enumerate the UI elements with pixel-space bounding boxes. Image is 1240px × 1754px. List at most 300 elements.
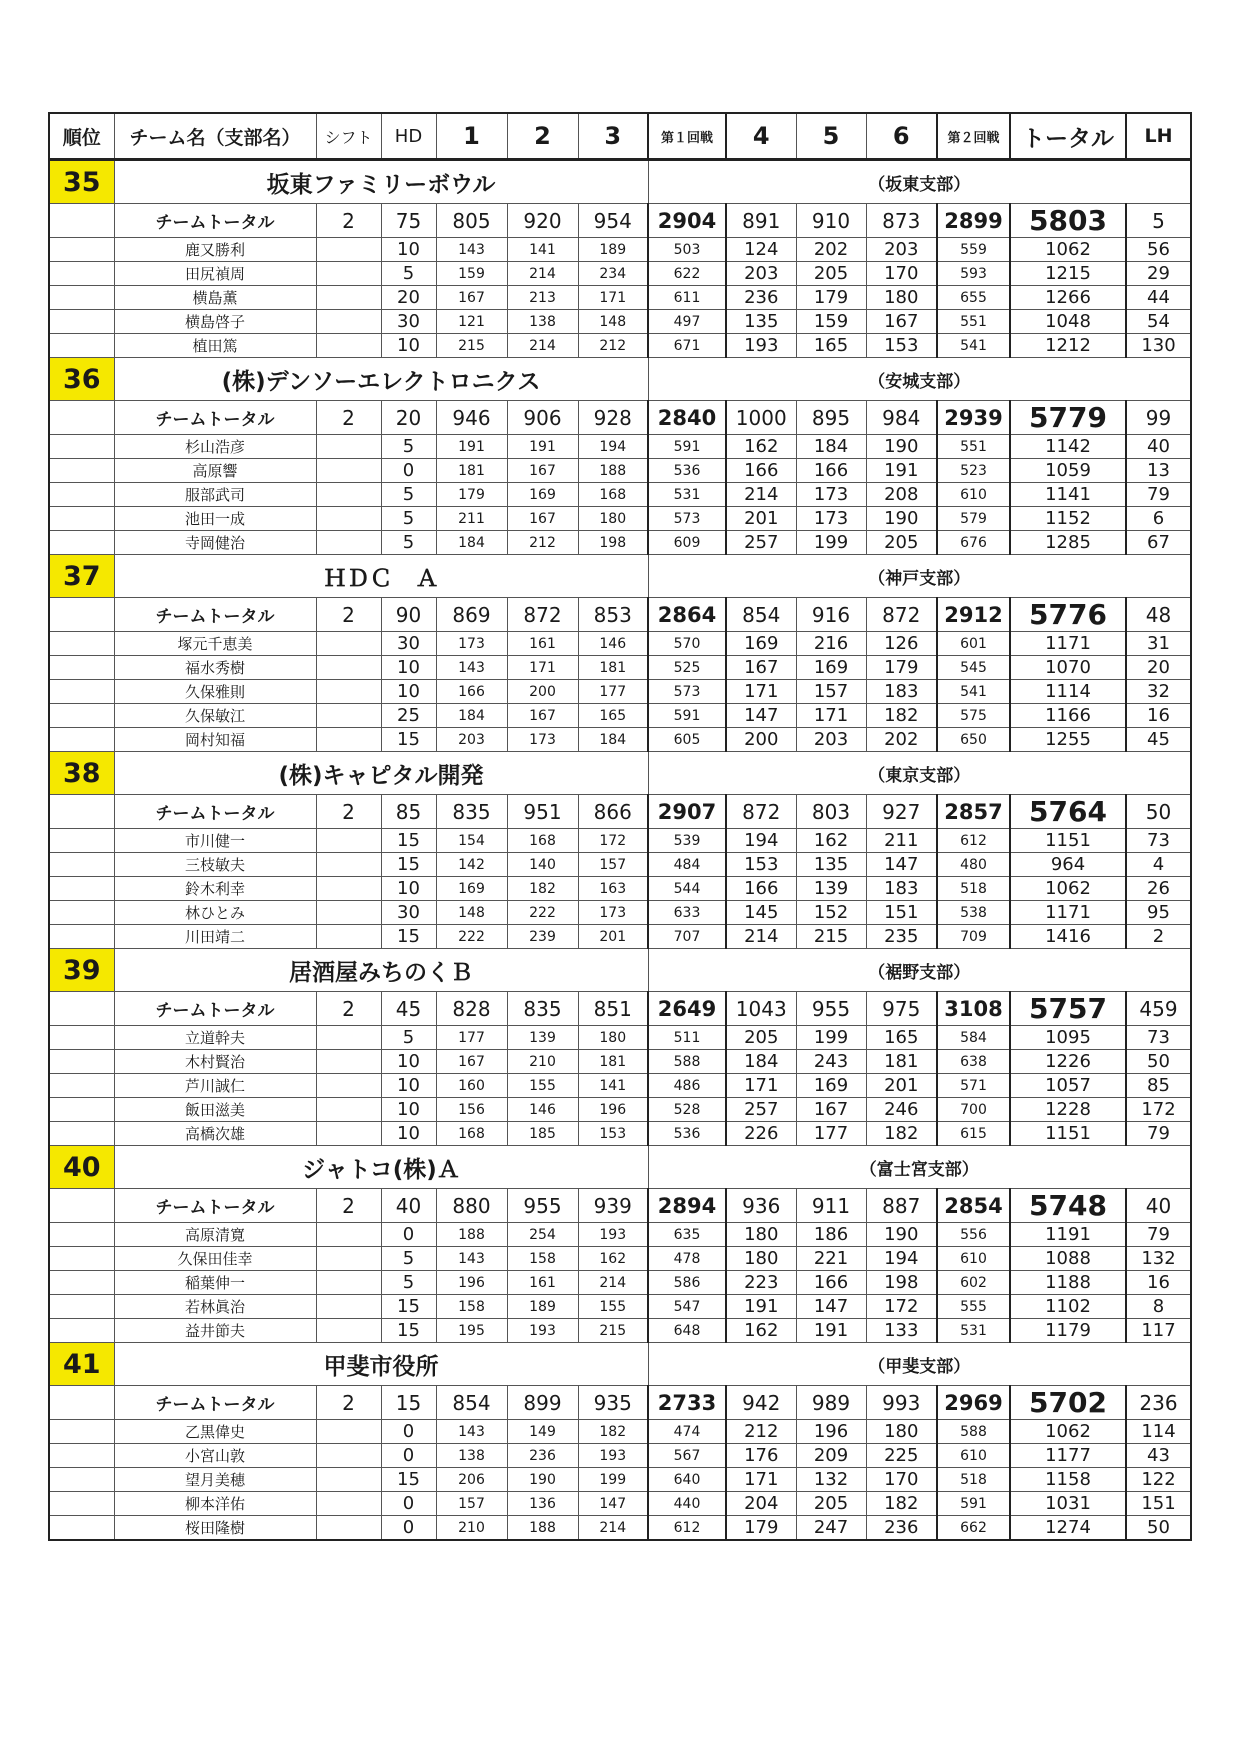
team-name-row — [49, 1146, 1191, 1189]
branch-name: （甲斐支部） — [648, 1343, 1191, 1386]
member-game-4: 135 — [726, 310, 796, 334]
total-game-4: 854 — [726, 598, 796, 632]
member-lh: 2 — [1126, 925, 1191, 949]
member-hd: 10 — [381, 877, 436, 901]
team-name: ＨＤＣ Ａ — [114, 555, 648, 598]
member-game-2: 188 — [507, 1516, 578, 1541]
member-total: 1062 — [1010, 238, 1126, 262]
member-game-4: 166 — [726, 459, 796, 483]
member-game-5: 203 — [796, 728, 866, 752]
member-game-4: 153 — [726, 853, 796, 877]
member-game-5: 199 — [796, 531, 866, 555]
member-round-2: 650 — [937, 728, 1010, 752]
member-name: 田尻禎周 — [114, 262, 316, 286]
total-game-3: 954 — [578, 204, 648, 238]
member-game-6: 151 — [866, 901, 937, 925]
member-game-1: 222 — [436, 925, 507, 949]
rank-spacer — [49, 795, 114, 829]
rank-spacer — [49, 1074, 114, 1098]
member-lh: 50 — [1126, 1050, 1191, 1074]
member-round-1: 633 — [648, 901, 726, 925]
member-game-1: 195 — [436, 1319, 507, 1343]
member-round-2: 538 — [937, 901, 1010, 925]
rank-spacer — [49, 901, 114, 925]
member-game-6: 235 — [866, 925, 937, 949]
member-name: 益井節夫 — [114, 1319, 316, 1343]
member-row — [49, 925, 1191, 949]
member-round-2: 655 — [937, 286, 1010, 310]
member-shift — [316, 1420, 381, 1444]
member-game-2: 167 — [507, 704, 578, 728]
member-round-2: 700 — [937, 1098, 1010, 1122]
rank-spacer — [49, 1295, 114, 1319]
rank-spacer — [49, 925, 114, 949]
member-round-1: 573 — [648, 507, 726, 531]
branch-name: （坂東支部） — [648, 160, 1191, 204]
member-hd: 15 — [381, 1295, 436, 1319]
member-row — [49, 1444, 1191, 1468]
total-game-4: 872 — [726, 795, 796, 829]
member-game-5: 169 — [796, 656, 866, 680]
member-round-1: 622 — [648, 262, 726, 286]
member-game-3: 182 — [578, 1420, 648, 1444]
member-game-4: 203 — [726, 262, 796, 286]
header-game-2: 2 — [507, 113, 578, 160]
total-shift: 2 — [316, 204, 381, 238]
member-shift — [316, 334, 381, 358]
total-game-6: 872 — [866, 598, 937, 632]
member-round-2: 559 — [937, 238, 1010, 262]
total-game-6: 887 — [866, 1189, 937, 1223]
total-game-2: 951 — [507, 795, 578, 829]
member-shift — [316, 925, 381, 949]
total-game-2: 955 — [507, 1189, 578, 1223]
rank-spacer — [49, 1386, 114, 1420]
member-hd: 5 — [381, 262, 436, 286]
member-game-3: 168 — [578, 483, 648, 507]
member-name: 芦川誠仁 — [114, 1074, 316, 1098]
member-game-2: 212 — [507, 531, 578, 555]
member-name: 川田靖二 — [114, 925, 316, 949]
member-hd: 25 — [381, 704, 436, 728]
total-round-2: 2899 — [937, 204, 1010, 238]
member-round-2: 676 — [937, 531, 1010, 555]
member-total: 1179 — [1010, 1319, 1126, 1343]
member-round-1: 539 — [648, 829, 726, 853]
member-shift — [316, 1295, 381, 1319]
member-lh: 54 — [1126, 310, 1191, 334]
member-lh: 32 — [1126, 680, 1191, 704]
member-lh: 95 — [1126, 901, 1191, 925]
member-lh: 43 — [1126, 1444, 1191, 1468]
member-lh: 40 — [1126, 435, 1191, 459]
member-round-1: 591 — [648, 435, 726, 459]
member-game-1: 167 — [436, 1050, 507, 1074]
header-game-1: 1 — [436, 113, 507, 160]
rank-spacer — [49, 435, 114, 459]
member-name: 稲葉伸一 — [114, 1271, 316, 1295]
member-game-1: 191 — [436, 435, 507, 459]
member-row — [49, 901, 1191, 925]
member-row — [49, 531, 1191, 555]
total-game-1: 805 — [436, 204, 507, 238]
member-name: 柳本洋佑 — [114, 1492, 316, 1516]
member-game-1: 158 — [436, 1295, 507, 1319]
total-round-2: 2854 — [937, 1189, 1010, 1223]
member-game-4: 236 — [726, 286, 796, 310]
member-round-1: 640 — [648, 1468, 726, 1492]
total-game-4: 1043 — [726, 992, 796, 1026]
member-row — [49, 1271, 1191, 1295]
rank-spacer — [49, 853, 114, 877]
total-game-5: 895 — [796, 401, 866, 435]
member-shift — [316, 1271, 381, 1295]
total-grand: 5803 — [1010, 204, 1126, 238]
rank-spacer — [49, 1492, 114, 1516]
member-game-3: 163 — [578, 877, 648, 901]
member-game-5: 184 — [796, 435, 866, 459]
team-total-row — [49, 1386, 1191, 1420]
member-shift — [316, 1098, 381, 1122]
header-lh: LH — [1126, 113, 1191, 160]
member-hd: 15 — [381, 925, 436, 949]
team-total-row — [49, 992, 1191, 1026]
member-game-2: 190 — [507, 1468, 578, 1492]
member-round-1: 536 — [648, 1122, 726, 1146]
member-game-2: 191 — [507, 435, 578, 459]
member-row — [49, 829, 1191, 853]
member-game-6: 153 — [866, 334, 937, 358]
rank-spacer — [49, 401, 114, 435]
member-row — [49, 1098, 1191, 1122]
rank-spacer — [49, 286, 114, 310]
member-name: 寺岡健治 — [114, 531, 316, 555]
member-game-6: 167 — [866, 310, 937, 334]
member-shift — [316, 1223, 381, 1247]
member-round-1: 588 — [648, 1050, 726, 1074]
member-row — [49, 704, 1191, 728]
member-round-2: 612 — [937, 829, 1010, 853]
total-game-3: 939 — [578, 1189, 648, 1223]
member-lh: 151 — [1126, 1492, 1191, 1516]
member-game-4: 124 — [726, 238, 796, 262]
member-shift — [316, 680, 381, 704]
rank-spacer — [49, 1247, 114, 1271]
team-total-label: チームトータル — [114, 795, 316, 829]
member-name: 横島薫 — [114, 286, 316, 310]
rank-spacer — [49, 632, 114, 656]
member-game-6: 182 — [866, 1122, 937, 1146]
rank-spacer — [49, 1098, 114, 1122]
member-row — [49, 1420, 1191, 1444]
member-game-5: 139 — [796, 877, 866, 901]
member-game-4: 214 — [726, 483, 796, 507]
total-grand: 5757 — [1010, 992, 1126, 1026]
member-game-4: 204 — [726, 1492, 796, 1516]
member-shift — [316, 1050, 381, 1074]
member-game-6: 198 — [866, 1271, 937, 1295]
member-game-2: 254 — [507, 1223, 578, 1247]
total-round-2: 3108 — [937, 992, 1010, 1026]
branch-name: （安城支部） — [648, 358, 1191, 401]
rank-badge: 39 — [49, 949, 114, 992]
member-game-5: 132 — [796, 1468, 866, 1492]
header-rank: 順位 — [49, 113, 114, 160]
member-round-1: 528 — [648, 1098, 726, 1122]
member-total: 1171 — [1010, 632, 1126, 656]
member-shift — [316, 1516, 381, 1541]
member-hd: 30 — [381, 310, 436, 334]
member-lh: 73 — [1126, 1026, 1191, 1050]
member-game-5: 202 — [796, 238, 866, 262]
total-game-6: 927 — [866, 795, 937, 829]
total-hd: 45 — [381, 992, 436, 1026]
total-game-2: 906 — [507, 401, 578, 435]
member-round-1: 474 — [648, 1420, 726, 1444]
member-game-6: 126 — [866, 632, 937, 656]
member-row — [49, 656, 1191, 680]
member-round-2: 579 — [937, 507, 1010, 531]
total-lh: 50 — [1126, 795, 1191, 829]
rank-spacer — [49, 1050, 114, 1074]
member-game-2: 169 — [507, 483, 578, 507]
member-game-2: 171 — [507, 656, 578, 680]
member-hd: 5 — [381, 1247, 436, 1271]
member-game-6: 211 — [866, 829, 937, 853]
member-row — [49, 680, 1191, 704]
member-game-1: 184 — [436, 704, 507, 728]
member-row — [49, 1247, 1191, 1271]
total-hd: 20 — [381, 401, 436, 435]
total-game-4: 942 — [726, 1386, 796, 1420]
rank-spacer — [49, 310, 114, 334]
total-game-6: 873 — [866, 204, 937, 238]
member-game-6: 203 — [866, 238, 937, 262]
member-row — [49, 1122, 1191, 1146]
member-name: 乙黒偉史 — [114, 1420, 316, 1444]
member-game-6: 183 — [866, 680, 937, 704]
member-total: 1141 — [1010, 483, 1126, 507]
total-lh: 99 — [1126, 401, 1191, 435]
member-round-1: 531 — [648, 483, 726, 507]
standings-table — [48, 112, 1192, 1541]
member-round-1: 503 — [648, 238, 726, 262]
member-lh: 26 — [1126, 877, 1191, 901]
member-game-5: 221 — [796, 1247, 866, 1271]
member-total: 1152 — [1010, 507, 1126, 531]
total-game-4: 891 — [726, 204, 796, 238]
member-game-5: 166 — [796, 459, 866, 483]
member-game-4: 147 — [726, 704, 796, 728]
member-game-1: 196 — [436, 1271, 507, 1295]
member-hd: 10 — [381, 656, 436, 680]
member-game-1: 184 — [436, 531, 507, 555]
rank-badge: 37 — [49, 555, 114, 598]
total-round-1: 2904 — [648, 204, 726, 238]
member-game-2: 149 — [507, 1420, 578, 1444]
member-game-3: 198 — [578, 531, 648, 555]
member-game-6: 179 — [866, 656, 937, 680]
header-shift: シフト — [316, 113, 381, 160]
member-game-6: 236 — [866, 1516, 937, 1541]
member-game-1: 210 — [436, 1516, 507, 1541]
total-game-2: 920 — [507, 204, 578, 238]
member-round-2: 551 — [937, 310, 1010, 334]
total-game-5: 910 — [796, 204, 866, 238]
total-game-2: 872 — [507, 598, 578, 632]
total-shift: 2 — [316, 598, 381, 632]
member-lh: 50 — [1126, 1516, 1191, 1541]
member-game-4: 205 — [726, 1026, 796, 1050]
member-total: 1416 — [1010, 925, 1126, 949]
member-row — [49, 1319, 1191, 1343]
member-game-2: 182 — [507, 877, 578, 901]
member-lh: 44 — [1126, 286, 1191, 310]
member-game-5: 171 — [796, 704, 866, 728]
member-game-5: 186 — [796, 1223, 866, 1247]
member-round-2: 555 — [937, 1295, 1010, 1319]
member-lh: 56 — [1126, 238, 1191, 262]
member-game-6: 190 — [866, 1223, 937, 1247]
member-shift — [316, 1074, 381, 1098]
member-row — [49, 435, 1191, 459]
member-game-3: 196 — [578, 1098, 648, 1122]
member-total: 1171 — [1010, 901, 1126, 925]
member-round-2: 556 — [937, 1223, 1010, 1247]
member-game-3: 181 — [578, 1050, 648, 1074]
rank-spacer — [49, 992, 114, 1026]
member-round-2: 518 — [937, 877, 1010, 901]
member-round-1: 544 — [648, 877, 726, 901]
member-total: 1059 — [1010, 459, 1126, 483]
member-shift — [316, 1468, 381, 1492]
member-game-3: 148 — [578, 310, 648, 334]
total-game-3: 851 — [578, 992, 648, 1026]
total-round-2: 2939 — [937, 401, 1010, 435]
member-round-2: 480 — [937, 853, 1010, 877]
member-shift — [316, 632, 381, 656]
total-game-6: 984 — [866, 401, 937, 435]
member-hd: 20 — [381, 286, 436, 310]
member-game-4: 226 — [726, 1122, 796, 1146]
member-game-4: 214 — [726, 925, 796, 949]
member-game-4: 179 — [726, 1516, 796, 1541]
member-round-2: 662 — [937, 1516, 1010, 1541]
member-row — [49, 459, 1191, 483]
member-round-2: 541 — [937, 680, 1010, 704]
member-total: 1158 — [1010, 1468, 1126, 1492]
member-round-1: 570 — [648, 632, 726, 656]
member-game-1: 166 — [436, 680, 507, 704]
member-game-1: 173 — [436, 632, 507, 656]
team-total-label: チームトータル — [114, 598, 316, 632]
member-row — [49, 262, 1191, 286]
member-shift — [316, 829, 381, 853]
member-game-3: 193 — [578, 1223, 648, 1247]
member-name: 鹿又勝利 — [114, 238, 316, 262]
member-name: 福水秀樹 — [114, 656, 316, 680]
member-round-1: 671 — [648, 334, 726, 358]
member-game-2: 146 — [507, 1098, 578, 1122]
member-row — [49, 334, 1191, 358]
member-game-6: 180 — [866, 1420, 937, 1444]
member-shift — [316, 507, 381, 531]
member-game-5: 165 — [796, 334, 866, 358]
member-shift — [316, 262, 381, 286]
member-game-3: 201 — [578, 925, 648, 949]
total-hd: 85 — [381, 795, 436, 829]
member-game-1: 143 — [436, 238, 507, 262]
member-shift — [316, 286, 381, 310]
member-round-2: 575 — [937, 704, 1010, 728]
total-game-5: 803 — [796, 795, 866, 829]
member-name: 服部武司 — [114, 483, 316, 507]
member-row — [49, 1026, 1191, 1050]
member-name: 若林眞治 — [114, 1295, 316, 1319]
member-game-2: 214 — [507, 334, 578, 358]
member-game-5: 205 — [796, 1492, 866, 1516]
member-game-5: 152 — [796, 901, 866, 925]
rank-spacer — [49, 507, 114, 531]
branch-name: （裾野支部） — [648, 949, 1191, 992]
member-game-2: 139 — [507, 1026, 578, 1050]
member-game-2: 222 — [507, 901, 578, 925]
header-game-5: 5 — [796, 113, 866, 160]
member-lh: 45 — [1126, 728, 1191, 752]
member-total: 1095 — [1010, 1026, 1126, 1050]
member-game-5: 173 — [796, 483, 866, 507]
member-game-2: 168 — [507, 829, 578, 853]
total-round-2: 2857 — [937, 795, 1010, 829]
member-game-2: 138 — [507, 310, 578, 334]
member-round-1: 484 — [648, 853, 726, 877]
member-name: 林ひとみ — [114, 901, 316, 925]
member-lh: 117 — [1126, 1319, 1191, 1343]
member-game-2: 185 — [507, 1122, 578, 1146]
total-game-1: 880 — [436, 1189, 507, 1223]
team-total-row — [49, 1189, 1191, 1223]
member-game-5: 162 — [796, 829, 866, 853]
member-lh: 6 — [1126, 507, 1191, 531]
total-hd: 15 — [381, 1386, 436, 1420]
member-name: 横島啓子 — [114, 310, 316, 334]
member-name: 木村賢治 — [114, 1050, 316, 1074]
member-round-1: 609 — [648, 531, 726, 555]
member-game-3: 193 — [578, 1444, 648, 1468]
member-total: 1191 — [1010, 1223, 1126, 1247]
member-shift — [316, 1122, 381, 1146]
member-hd: 0 — [381, 1444, 436, 1468]
member-round-1: 525 — [648, 656, 726, 680]
team-total-label: チームトータル — [114, 401, 316, 435]
team-total-row — [49, 795, 1191, 829]
member-game-4: 166 — [726, 877, 796, 901]
branch-name: （東京支部） — [648, 752, 1191, 795]
rank-spacer — [49, 238, 114, 262]
member-game-3: 172 — [578, 829, 648, 853]
member-lh: 79 — [1126, 483, 1191, 507]
member-game-3: 171 — [578, 286, 648, 310]
member-game-1: 143 — [436, 656, 507, 680]
member-shift — [316, 310, 381, 334]
member-row — [49, 1516, 1191, 1541]
total-lh: 236 — [1126, 1386, 1191, 1420]
header-game-6: 6 — [866, 113, 937, 160]
team-total-row — [49, 598, 1191, 632]
member-game-1: 159 — [436, 262, 507, 286]
member-round-2: 541 — [937, 334, 1010, 358]
member-game-5: 169 — [796, 1074, 866, 1098]
